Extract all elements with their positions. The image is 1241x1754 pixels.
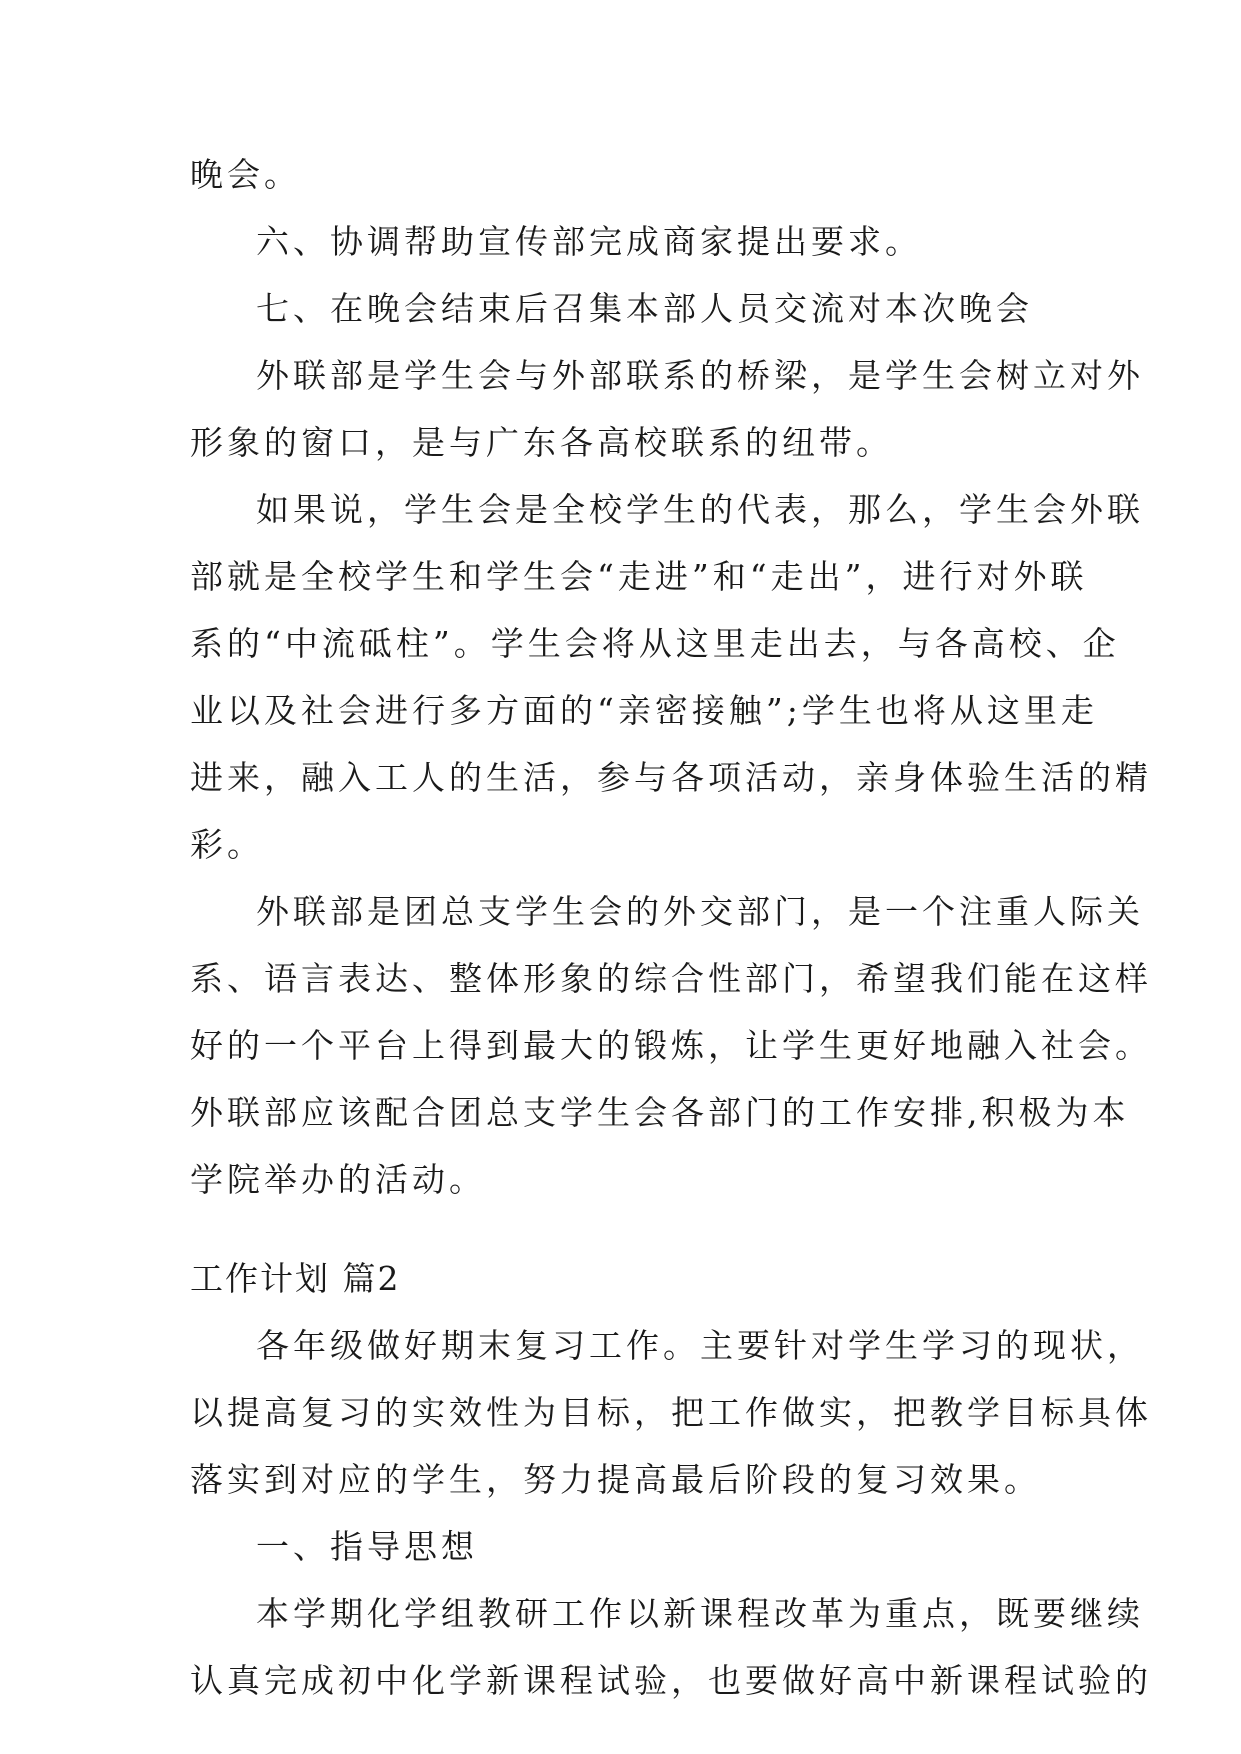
list-item: 七、在晚会结束后召集本部人员交流对本次晚会 (256, 289, 1033, 328)
paragraph-line: 本学期化学组教研工作以新课程改革为重点，既要继续 (256, 1594, 1144, 1633)
paragraph-line: 各年级做好期末复习工作。主要针对学生学习的现状， (256, 1326, 1144, 1365)
paragraph-line: 认真完成初中化学新课程试验，也要做好高中新课程试验的 (190, 1661, 1152, 1700)
paragraph-line: 好的一个平台上得到最大的锻炼，让学生更好地融入社会。 (190, 1026, 1152, 1065)
paragraph-line: 学院举办的活动。 (190, 1160, 486, 1199)
list-item: 六、协调帮助宣传部完成商家提出要求。 (256, 222, 922, 261)
paragraph-line: 系的“中流砥柱”。学生会将从这里走出去，与各高校、企 (190, 624, 1120, 663)
paragraph-line: 外联部应该配合团总支学生会各部门的工作安排,积极为本 (190, 1093, 1130, 1132)
paragraph-line: 落实到对应的学生，努力提高最后阶段的复习效果。 (190, 1460, 1041, 1499)
paragraph-line: 部就是全校学生和学生会“走进”和“走出”，进行对外联 (190, 557, 1088, 596)
paragraph-line: 进来，融入工人的生活，参与各项活动，亲身体验生活的精 (190, 758, 1152, 797)
text-line: 晚会。 (190, 155, 301, 194)
paragraph-line: 形象的窗口，是与广东各高校联系的纽带。 (190, 423, 893, 462)
paragraph-line: 外联部是团总支学生会的外交部门，是一个注重人际关 (256, 892, 1144, 931)
paragraph-line: 外联部是学生会与外部联系的桥梁，是学生会树立对外 (256, 356, 1144, 395)
paragraph-line: 如果说，学生会是全校学生的代表，那么，学生会外联 (256, 490, 1144, 529)
paragraph-line: 业以及社会进行多方面的“亲密接触”;学生也将从这里走 (190, 691, 1098, 730)
paragraph-line: 彩。 (190, 825, 264, 864)
paragraph-line: 系、语言表达、整体形象的综合性部门，希望我们能在这样 (190, 959, 1152, 998)
paragraph-line: 以提高复习的实效性为目标，把工作做实，把教学目标具体 (190, 1393, 1152, 1432)
section-heading: 工作计划 篇2 (190, 1259, 401, 1298)
subheading: 一、指导思想 (256, 1527, 478, 1566)
